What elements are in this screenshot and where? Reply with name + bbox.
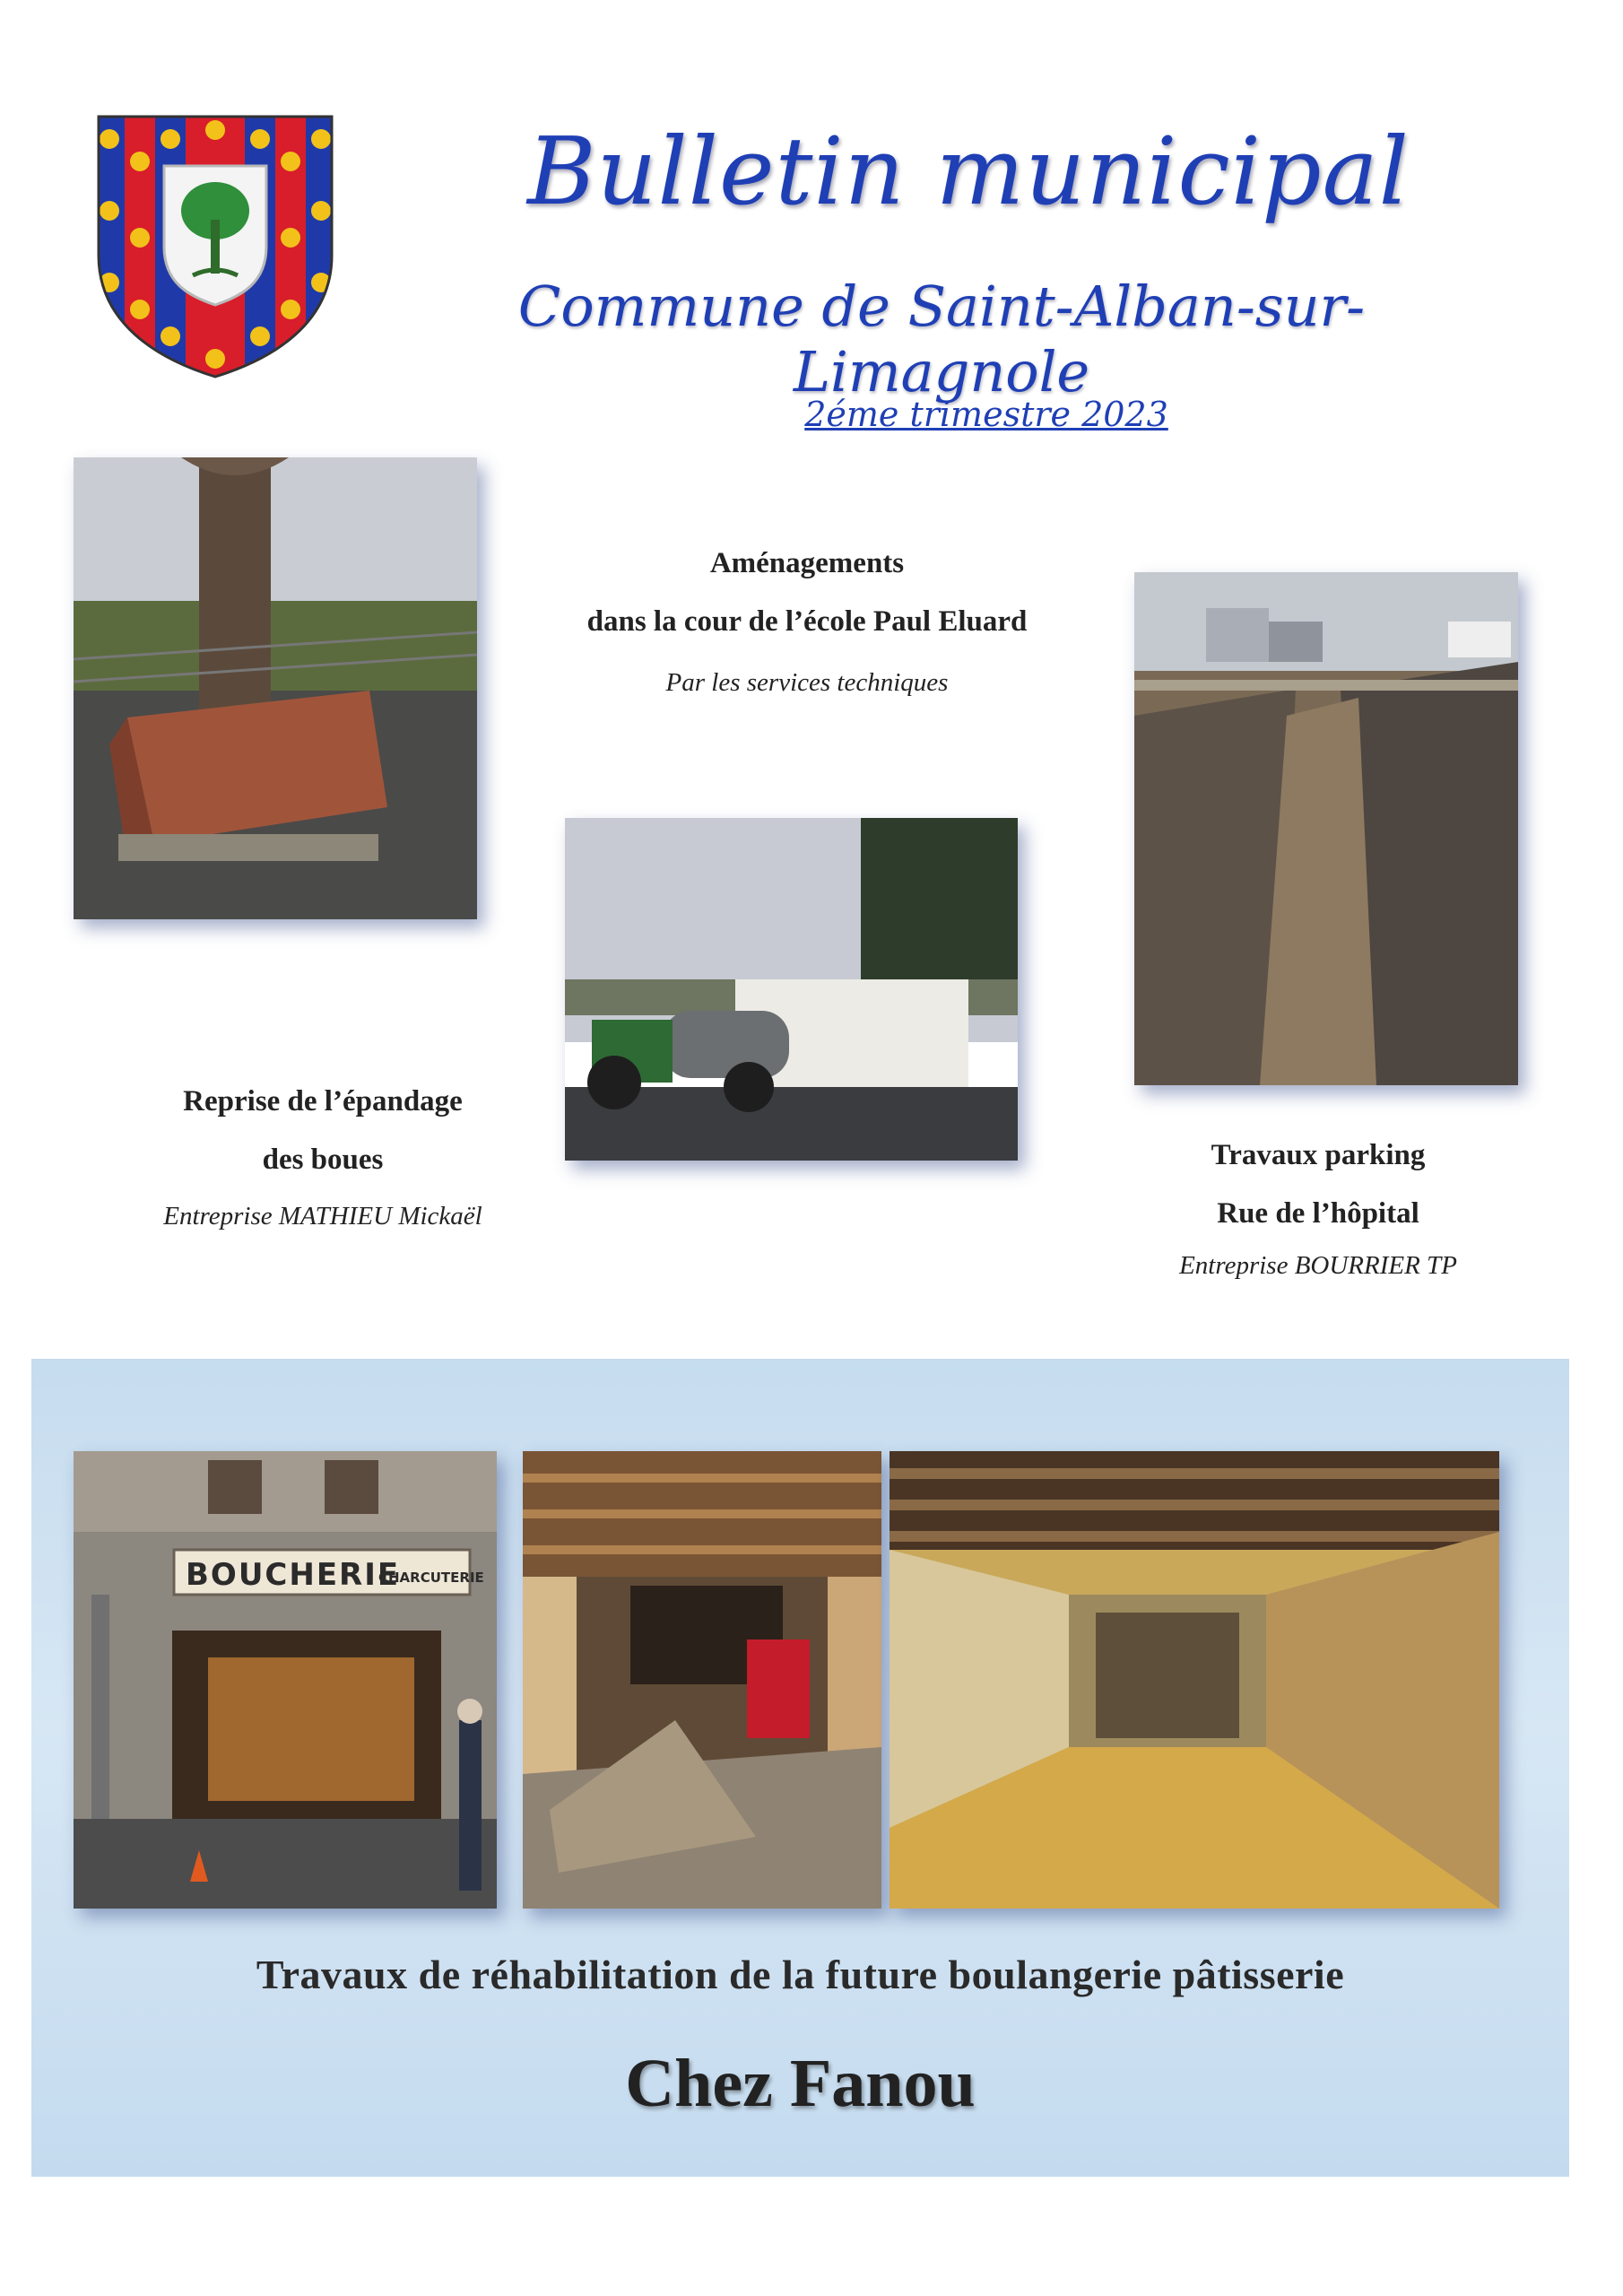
renovated-corridor-photo bbox=[890, 1451, 1499, 1909]
parking-caption-line1: Travaux parking bbox=[1211, 1139, 1426, 1171]
shop-sign-sub: CHARCUTERIE bbox=[378, 1570, 484, 1586]
school-caption-line2: dans la cour de l’école Paul Eluard bbox=[586, 605, 1028, 638]
shop-sign-main: BOUCHERIE bbox=[186, 1557, 401, 1593]
sludge-caption-line2: des boues bbox=[262, 1144, 384, 1176]
school-caption-line1: Aménagements bbox=[709, 547, 905, 579]
bakery-name: Chez Fanou bbox=[625, 2046, 976, 2121]
butcher-shopfront-photo bbox=[74, 1451, 497, 1909]
quarter-label: 2éme trimestre 2023 bbox=[804, 395, 1168, 434]
school-caption-credit: Par les services techniques bbox=[665, 668, 949, 697]
bakery-works-title: Travaux de réhabilitation de la future boulangerie pâtisserie bbox=[256, 1952, 1345, 1997]
interior-excavation-photo bbox=[523, 1451, 881, 1909]
parking-caption-line2: Rue de l’hôpital bbox=[1217, 1197, 1419, 1230]
commune-subtitle: Commune de Saint-Alban-sur-Limagnole bbox=[517, 274, 1366, 404]
coat-of-arms bbox=[94, 112, 336, 381]
sludge-spreading-photo bbox=[565, 818, 1018, 1161]
school-courtyard-photo bbox=[74, 457, 477, 919]
parking-caption-credit: Entreprise BOURRIER TP bbox=[1179, 1251, 1457, 1280]
sludge-caption-credit: Entreprise MATHIEU Mickaël bbox=[163, 1202, 482, 1231]
sludge-caption-line1: Reprise de l’épandage bbox=[183, 1085, 463, 1118]
parking-trench-photo bbox=[1134, 572, 1518, 1085]
bulletin-title: Bulletin municipal bbox=[527, 117, 1410, 226]
